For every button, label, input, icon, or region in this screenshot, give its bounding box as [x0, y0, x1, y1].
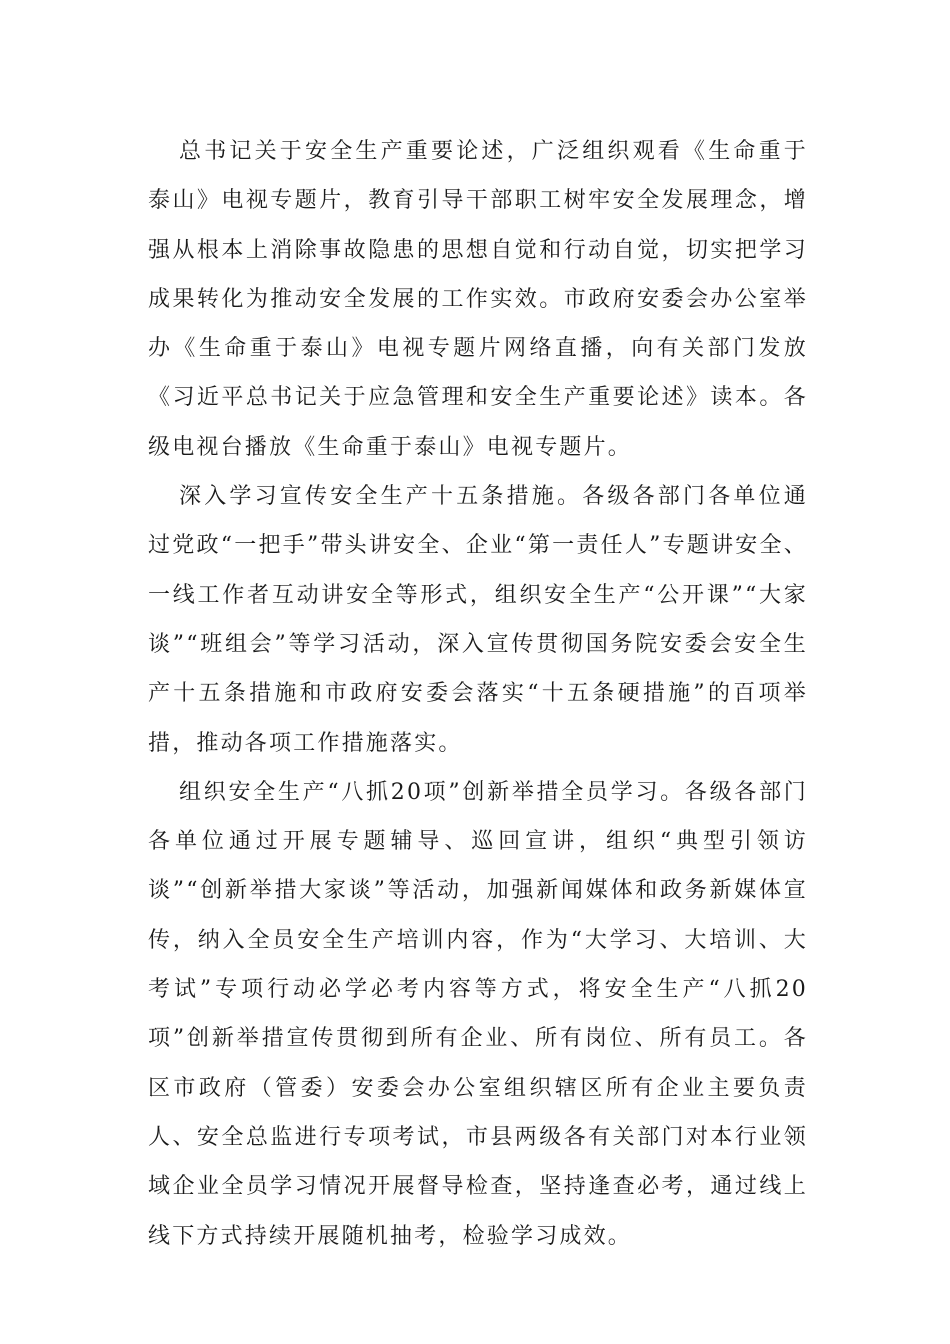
paragraph-fifteen-measures: 深入学习宣传安全生产十五条措施。各级各部门各单位通过党政“一把手”带头讲安全、企业“第一责任人”专题讲安全、一线工作者互动讲安全等形式，组织安全生产“公开课”“大家谈”“班组会”等学习活动，深入宣传贯彻国务院安委会安全生产十五条措施和市政府安委会落实“十五条硬措施”的百项举措，推动各项工作措施落实。 — [148, 484, 808, 756]
paragraph-eight-grasps: 组织安全生产“八抓20项”创新举措全员学习。各级各部门各单位通过开展专题辅导、巡回宣讲，组织“典型引领访谈”“创新举措大家谈”等活动，加强新闻媒体和政务新媒体宣传，纳入全员安全生产培训内容，作为“大学习、大培训、大考试”专项行动必学必考内容等方式，将安全生产“八抓20项”创新举措宣传贯彻到所有企业、所有岗位、所有员工。各区市政府（管委）安委会办公室组织辖区所有企业主要负责人、安全总监进行专项考试，市县两级各有关部门对本行业领域企业全员学习情况开展督导检查，坚持逢查必考，通过线上线下方式持续开展随机抽考，检验学习成效。 — [148, 779, 808, 1249]
document-body — [148, 127, 808, 1261]
paragraph-study-speech: 总书记关于安全生产重要论述，广泛组织观看《生命重于泰山》电视专题片，教育引导干部职工树牢安全发展理念，增强从根本上消除事故隐患的思想自觉和行动自觉，切实把学习成果转化为推动安全发展的工作实效。市政府安委会办公室举办《生命重于泰山》电视专题片网络直播，向有关部门发放《习近平总书记关于应急管理和安全生产重要论述》读本。各级电视台播放《生命重于泰山》电视专题片。 — [148, 139, 808, 460]
